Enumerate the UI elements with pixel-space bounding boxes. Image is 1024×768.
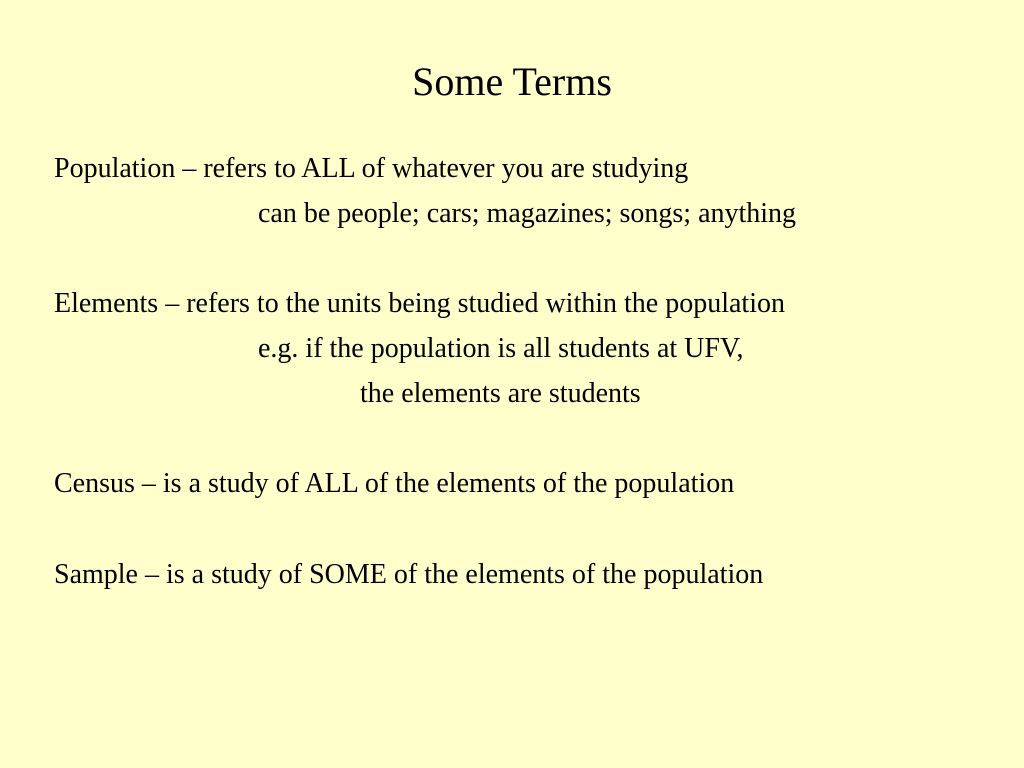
elements-example-line-2: the elements are students — [360, 378, 641, 409]
slide-title: Some Terms — [412, 59, 612, 104]
elements-example-line-1: e.g. if the population is all students at UFV, — [258, 333, 744, 364]
sample-definition: Sample – is a study of SOME of the elements of the population — [54, 559, 764, 590]
census-definition: Census – is a study of ALL of the elements of the population — [54, 468, 735, 499]
population-definition: Population – refers to ALL of whatever you are studying — [54, 153, 689, 184]
elements-definition: Elements – refers to the units being studied within the population — [54, 288, 785, 319]
population-detail: can be people; cars; magazines; songs; anything — [258, 198, 797, 229]
